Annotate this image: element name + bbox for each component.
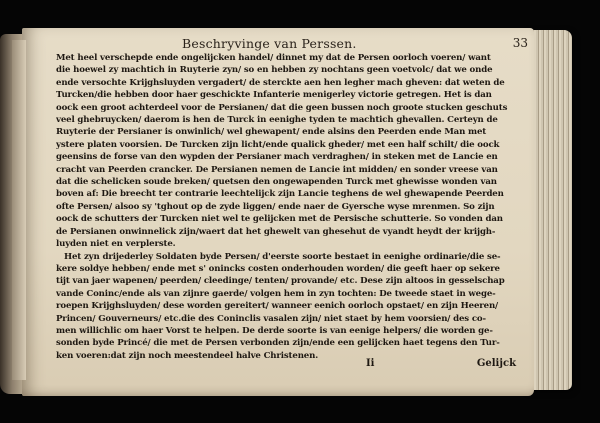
- text-line: roepen Krijghsluyden/ dese worden gereitert/ wanneer eenich oorloch opstaet/ en zijn Heeren/: [56, 301, 499, 312]
- text-line: oock een groot achterdeel voor de Persianen/ dat die geen bussen noch groote stucken geschuts: [56, 102, 508, 113]
- page-footer: [22, 358, 534, 374]
- text-line: cracht van Peerden crancker. De Persianen nemen de Lancie int midden/ en sonder vreese van: [56, 164, 498, 175]
- text-line: tijt van jaer wapenen/ peerden/ cleedinge/ tenten/ provande/ etc. Dese zijn altoos in gesselschap: [56, 276, 505, 287]
- text-line: dat die schelicken soude breken/ quetsen den ongewapenden Turck met ghewisse wonden van: [56, 177, 497, 188]
- text-line: Met heel verschepde ende ongelijcken handel/ dinnet my dat de Persen oorloch voeren/ want: [56, 53, 491, 63]
- text-line: Het zyn drijederley Soldaten byde Persen/ d'eerste soorte bestaet in eenighe ordinarie/die se-: [64, 251, 501, 262]
- text-line: kere soldye hebben/ ende met s' onincks costen onderhouden worden/ die geeft haer op sekere: [56, 263, 500, 274]
- text-line: veel ghebruycken/ daerom is hen de Turck in eenighe tyden te machtich ghevallen. Certeyn de: [56, 115, 498, 126]
- text-line: geensins de forse van den wypden der Persianer mach verdraghen/ in steken met de Lancie en: [56, 152, 498, 163]
- text-line: ende versochte Krijghsluyden vergadert/ de sterckte aen hen legher mach gheven: dat weten de: [56, 77, 505, 88]
- text-line: ken voeren:dat zijn noch meestendeel halve Christenen.: [56, 350, 319, 361]
- book-page: [22, 28, 534, 396]
- page-text: [56, 52, 526, 362]
- text-line: Ruyterie der Persianer is onwinlich/ wel ghewapent/ ende alsins den Peerden ende Man met: [56, 127, 487, 138]
- text-line: Turcken/die hebben door haer geschickte Infanterie menigerley victorie getregen. Het is dan: [56, 90, 492, 101]
- running-title: Beschryvinge van Perssen.: [182, 36, 357, 51]
- text-line: de Persianen onwinnelick zijn/waert dat het ghewelt van ghesehut de vyandt heydt der krijgh-: [56, 226, 496, 237]
- text-line: vande Coninc/ende als van zijnre gaerde/ volgen hem in zyn tochten: De tweede staet in wege-: [56, 288, 496, 299]
- text-line: oock de schutters der Turcken niet wel te gelijcken met de Persische schutterie. So vonden dan: [56, 214, 503, 225]
- catchword: Gelijck: [476, 358, 516, 369]
- text-line: boven af: Die breecht ter contrarie leechtelijck zijn Lancie teghens de wel ghewapende Peerden: [56, 189, 504, 200]
- signature-mark: Ii: [366, 358, 375, 369]
- text-line: luyden niet en verplerste.: [56, 239, 176, 250]
- text-line: ofte Persen/ alsoo sy 'tghout op de zyde liggen/ ende naer de Gyersche wyse mrenmen. So zijn: [56, 201, 495, 212]
- text-line: men willichlic om haer Vorst te helpen. De derde soorte is van eenige helpers/ die worden ge-: [56, 325, 493, 336]
- text-line: ystere platen voorsien. De Turcken zijn licht/ende qualick gheder/ met een half schilt/ die oock: [56, 139, 500, 150]
- text-line: sonden byde Princé/ die met de Persen verbonden zijn/ende een gelijcken haet tegens den Tur-: [56, 338, 500, 349]
- text-line: die hoewel zy machtich in Ruyterie zyn/ so en hebben zy nochtans geen voetvolc/ dat we onde: [56, 65, 493, 76]
- left-page-inner-edge: [12, 40, 26, 380]
- page-number: 33: [512, 36, 528, 50]
- text-line: Princen/ Gouverneurs/ etc.die des Coninclis vasalen zijn/ niet staet by hem voorsien/ des co-: [56, 313, 486, 324]
